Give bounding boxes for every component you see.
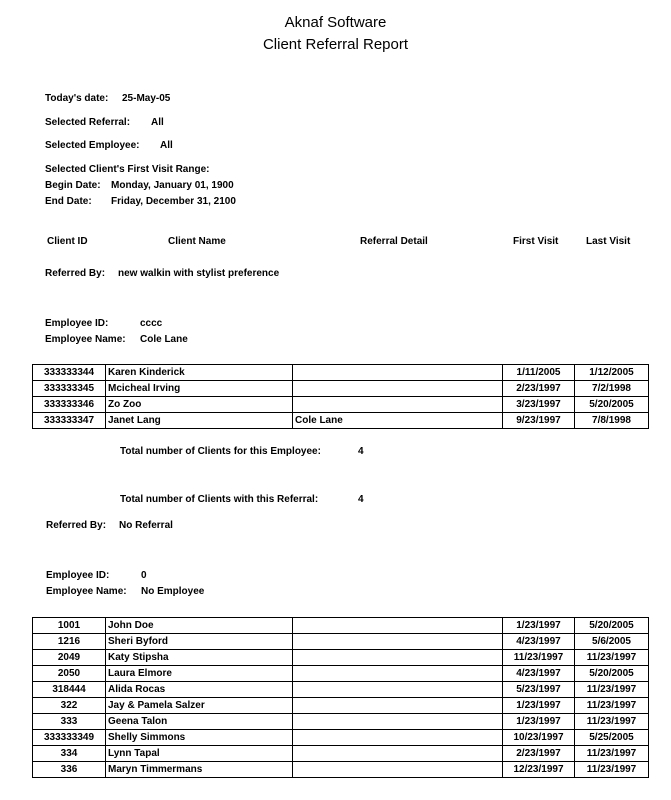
last-visit-cell: 11/23/1997 — [575, 746, 649, 762]
referral-detail-cell — [293, 698, 503, 714]
first-visit-cell: 2/23/1997 — [503, 746, 575, 762]
client-id-cell: 2050 — [33, 666, 106, 682]
client-name-cell: Shelly Simmons — [106, 730, 293, 746]
last-visit-cell: 1/12/2005 — [575, 365, 649, 381]
client-name-cell: Karen Kinderick — [106, 365, 293, 381]
today-value: 25-May-05 — [122, 93, 171, 104]
client-id-cell: 336 — [33, 762, 106, 778]
first-visit-cell: 4/23/1997 — [503, 634, 575, 650]
first-visit-cell: 1/23/1997 — [503, 618, 575, 634]
last-visit-cell: 11/23/1997 — [575, 714, 649, 730]
end-date-label: End Date: — [45, 196, 92, 207]
last-visit-cell: 11/23/1997 — [575, 650, 649, 666]
referral-detail-cell — [293, 746, 503, 762]
referral-detail-cell — [293, 365, 503, 381]
employee-id-label: Employee ID: — [46, 570, 110, 581]
referred-by-label: Referred By: — [45, 268, 106, 279]
client-table-group-2 — [32, 617, 649, 778]
client-id-cell: 1216 — [33, 634, 106, 650]
client-name-cell: Jay & Pamela Salzer — [106, 698, 293, 714]
last-visit-cell: 11/23/1997 — [575, 698, 649, 714]
table-row — [33, 365, 649, 381]
visit-range-label: Selected Client's First Visit Range: — [45, 164, 210, 175]
referral-detail-cell — [293, 381, 503, 397]
selected-referral-label: Selected Referral: — [45, 117, 131, 128]
client-id-cell: 333333347 — [33, 413, 106, 429]
referred-by-value: No Referral — [119, 520, 173, 531]
table-row — [33, 413, 649, 429]
first-visit-cell: 12/23/1997 — [503, 762, 575, 778]
referral-detail-cell: Cole Lane — [293, 413, 503, 429]
first-visit-cell: 10/23/1997 — [503, 730, 575, 746]
client-name-cell: Mcicheal Irving — [106, 381, 293, 397]
last-visit-cell: 7/8/1998 — [575, 413, 649, 429]
first-visit-cell: 3/23/1997 — [503, 397, 575, 413]
employee-id-label: Employee ID: — [45, 318, 109, 329]
end-date-value: Friday, December 31, 2100 — [111, 196, 236, 207]
total-clients-referral-label: Total number of Clients with this Referral: — [120, 494, 319, 505]
referral-detail-cell — [293, 714, 503, 730]
client-id-cell: 333333345 — [33, 381, 106, 397]
last-visit-cell: 5/6/2005 — [575, 634, 649, 650]
first-visit-cell: 1/23/1997 — [503, 714, 575, 730]
client-name-cell: Janet Lang — [106, 413, 293, 429]
client-id-cell: 333333346 — [33, 397, 106, 413]
referral-detail-cell — [293, 618, 503, 634]
client-name-cell: Laura Elmore — [106, 666, 293, 682]
table-row — [33, 762, 649, 778]
begin-date-value: Monday, January 01, 1900 — [111, 180, 234, 191]
client-id-cell: 333 — [33, 714, 106, 730]
table-row — [33, 618, 649, 634]
referred-by-value: new walkin with stylist preference — [118, 268, 280, 279]
employee-name-label: Employee Name: — [46, 586, 127, 597]
client-id-cell: 318444 — [33, 682, 106, 698]
client-id-cell: 2049 — [33, 650, 106, 666]
client-table-group-1 — [32, 364, 649, 429]
employee-id-value: cccc — [140, 318, 163, 329]
total-clients-employee-label: Total number of Clients for this Employee: — [120, 446, 321, 457]
column-header-first-visit: First Visit — [513, 236, 559, 247]
last-visit-cell: 5/20/2005 — [575, 618, 649, 634]
referral-detail-cell — [293, 397, 503, 413]
referral-detail-cell — [293, 650, 503, 666]
first-visit-cell: 4/23/1997 — [503, 666, 575, 682]
company-name: Aknaf Software — [284, 14, 387, 31]
last-visit-cell: 11/23/1997 — [575, 682, 649, 698]
column-header-client-id: Client ID — [47, 236, 88, 247]
employee-name-value: Cole Lane — [140, 334, 188, 345]
today-label: Today's date: — [45, 93, 109, 104]
begin-date-label: Begin Date: — [45, 180, 101, 191]
table-row — [33, 666, 649, 682]
last-visit-cell: 5/25/2005 — [575, 730, 649, 746]
referred-by-label: Referred By: — [46, 520, 107, 531]
column-header-last-visit: Last Visit — [586, 236, 631, 247]
last-visit-cell: 11/23/1997 — [575, 762, 649, 778]
client-id-cell: 333333344 — [33, 365, 106, 381]
table-row — [33, 650, 649, 666]
column-header-referral-detail: Referral Detail — [360, 236, 428, 247]
selected-employee-value: All — [160, 140, 173, 151]
employee-name-value: No Employee — [141, 586, 205, 597]
first-visit-cell: 1/11/2005 — [503, 365, 575, 381]
first-visit-cell: 11/23/1997 — [503, 650, 575, 666]
table-row — [33, 682, 649, 698]
client-id-cell: 333333349 — [33, 730, 106, 746]
client-name-cell: Katy Stipsha — [106, 650, 293, 666]
client-name-cell: Maryn Timmermans — [106, 762, 293, 778]
table-row — [33, 698, 649, 714]
table-row — [33, 746, 649, 762]
selected-referral-value: All — [151, 117, 164, 128]
selected-employee-label: Selected Employee: — [45, 140, 140, 151]
report-title: Client Referral Report — [262, 36, 409, 53]
first-visit-cell: 2/23/1997 — [503, 381, 575, 397]
referral-detail-cell — [293, 730, 503, 746]
first-visit-cell: 9/23/1997 — [503, 413, 575, 429]
employee-id-value: 0 — [141, 570, 147, 581]
table-row — [33, 730, 649, 746]
last-visit-cell: 5/20/2005 — [575, 666, 649, 682]
client-id-cell: 334 — [33, 746, 106, 762]
client-name-cell: Alida Rocas — [106, 682, 293, 698]
first-visit-cell: 1/23/1997 — [503, 698, 575, 714]
client-id-cell: 322 — [33, 698, 106, 714]
referral-detail-cell — [293, 682, 503, 698]
table-row — [33, 381, 649, 397]
total-clients-referral-value: 4 — [358, 494, 364, 505]
first-visit-cell: 5/23/1997 — [503, 682, 575, 698]
total-clients-employee-value: 4 — [358, 446, 364, 457]
referral-detail-cell — [293, 634, 503, 650]
column-header-client-name: Client Name — [168, 236, 226, 247]
employee-name-label: Employee Name: — [45, 334, 126, 345]
referral-detail-cell — [293, 762, 503, 778]
table-row — [33, 714, 649, 730]
client-id-cell: 1001 — [33, 618, 106, 634]
client-name-cell: Geena Talon — [106, 714, 293, 730]
client-name-cell: Lynn Tapal — [106, 746, 293, 762]
referral-detail-cell — [293, 666, 503, 682]
last-visit-cell: 7/2/1998 — [575, 381, 649, 397]
table-row — [33, 634, 649, 650]
client-name-cell: John Doe — [106, 618, 293, 634]
last-visit-cell: 5/20/2005 — [575, 397, 649, 413]
client-name-cell: Zo Zoo — [106, 397, 293, 413]
table-row — [33, 397, 649, 413]
client-name-cell: Sheri Byford — [106, 634, 293, 650]
